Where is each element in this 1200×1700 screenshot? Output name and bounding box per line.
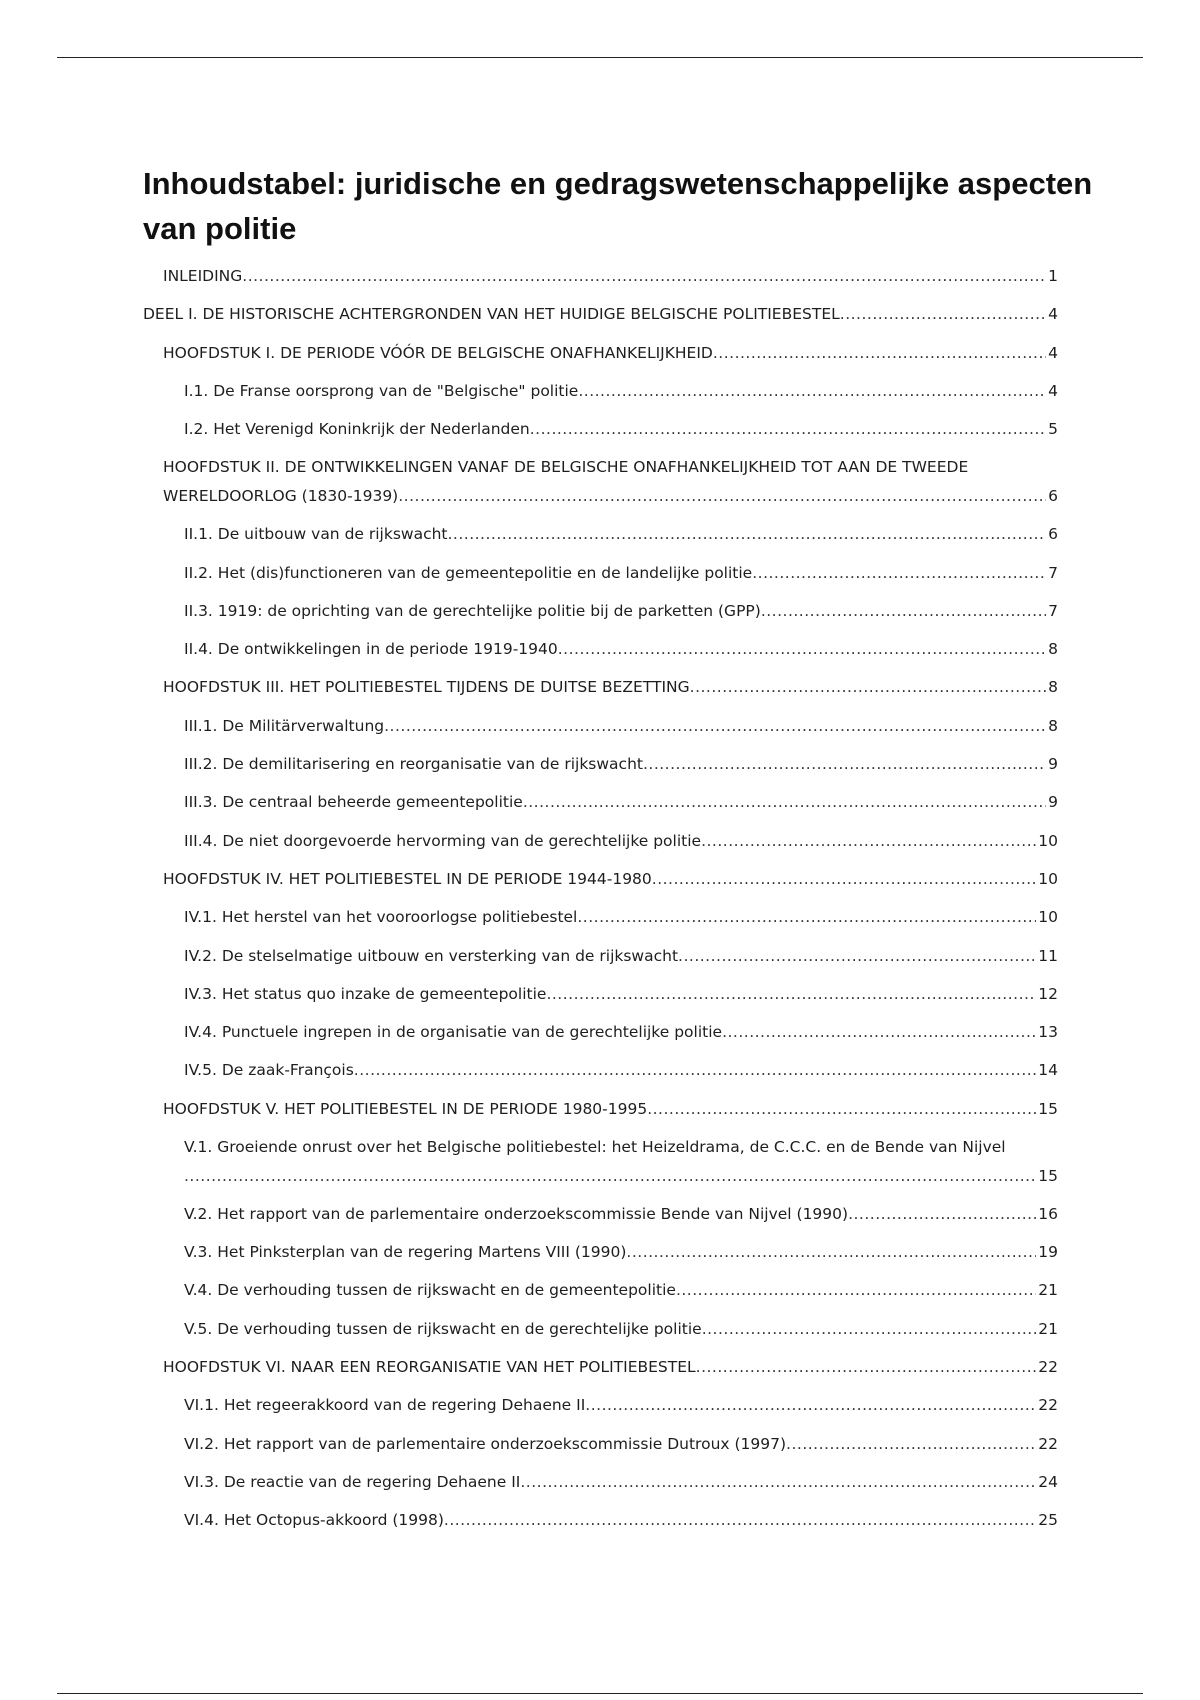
toc-entry[interactable] bbox=[184, 712, 1058, 741]
toc-page-number: 8 bbox=[1046, 673, 1058, 702]
toc-entry[interactable] bbox=[184, 1315, 1058, 1344]
toc-page-number: 19 bbox=[1036, 1238, 1058, 1267]
toc-page-number: 7 bbox=[1046, 559, 1058, 588]
toc-entry-text: III.4. De niet doorgevoerde hervorming van de gerechtelijke politie bbox=[184, 831, 702, 850]
toc-entry-text: II.1. De uitbouw van de rijkswacht bbox=[184, 525, 448, 544]
toc-entry-text: II.4. De ontwikkelingen in de periode 1919-1940 bbox=[184, 640, 558, 659]
toc-page-number: 10 bbox=[1036, 865, 1058, 894]
toc-entry[interactable] bbox=[184, 942, 1058, 971]
toc-entry[interactable] bbox=[163, 262, 1058, 291]
toc-entry[interactable] bbox=[184, 559, 1058, 588]
toc-page-number: 25 bbox=[1036, 1506, 1058, 1535]
footer-rule bbox=[57, 1693, 1143, 1694]
toc-entry[interactable] bbox=[184, 903, 1058, 932]
toc-page-number: 9 bbox=[1046, 788, 1058, 817]
page-title: Inhoudstabel: juridische en gedragswetenschappelijke aspecten van politie bbox=[143, 166, 1093, 246]
toc-entry-text: IV.4. Punctuele ingrepen in de organisatie van de gerechtelijke politie bbox=[184, 1023, 723, 1042]
toc-entry-text: HOOFDSTUK II. DE ONTWIKKELINGEN VANAF DE BELGISCHE ONAFHANKELIJKHEID TOT AAN DE TWEEDE bbox=[163, 458, 969, 477]
toc-page-number: 9 bbox=[1046, 750, 1058, 779]
toc-page-number: 16 bbox=[1036, 1200, 1058, 1229]
toc-entry-text-continued: WERELDOORLOG (1830-1939) bbox=[163, 486, 399, 505]
toc-entry-text: V.5. De verhouding tussen de rijkswacht en de gerechtelijke politie bbox=[184, 1319, 702, 1338]
toc-entry-text: V.3. Het Pinksterplan van de regering Martens VIII (1990) bbox=[184, 1243, 627, 1262]
toc-entry[interactable] bbox=[163, 1095, 1058, 1124]
toc-entry[interactable] bbox=[184, 750, 1058, 779]
toc-entry[interactable] bbox=[184, 1430, 1058, 1459]
toc-entry-text: I.1. De Franse oorsprong van de "Belgische" politie bbox=[184, 381, 579, 400]
toc-entry-text: INLEIDING bbox=[163, 267, 243, 285]
toc-page-number: 8 bbox=[1046, 635, 1058, 664]
toc-page-number: 6 bbox=[1046, 482, 1058, 511]
toc-page-number: 10 bbox=[1036, 827, 1058, 856]
toc-entry-text: DEEL I. DE HISTORISCHE ACHTERGRONDEN VAN HET HUIDIGE BELGISCHE POLITIEBESTEL bbox=[143, 305, 840, 324]
header-rule bbox=[57, 57, 1143, 58]
toc-entry-text: V.4. De verhouding tussen de rijkswacht en de gemeentepolitie bbox=[184, 1281, 676, 1300]
toc-entry[interactable] bbox=[163, 865, 1058, 894]
toc-entry[interactable] bbox=[184, 1133, 1058, 1190]
toc-page-number: 21 bbox=[1036, 1276, 1058, 1305]
toc-entry[interactable] bbox=[163, 1353, 1058, 1382]
toc-entry[interactable] bbox=[163, 339, 1058, 368]
toc-entry-text: IV.1. Het herstel van het vooroorlogse politiebestel bbox=[184, 908, 578, 927]
toc-entry-text: III.1. De Militärverwaltung bbox=[184, 716, 385, 735]
toc-page-number: 5 bbox=[1046, 415, 1058, 444]
toc-entry[interactable] bbox=[184, 827, 1058, 856]
toc-page-number: 4 bbox=[1046, 377, 1058, 406]
toc-entry-text: V.2. Het rapport van de parlementaire onderzoekscommissie Bende van Nijvel (1990) bbox=[184, 1204, 849, 1223]
toc-entry-text: I.2. Het Verenigd Koninkrijk der Nederlanden bbox=[184, 420, 530, 439]
toc-entry-text: V.1. Groeiende onrust over het Belgische politiebestel: het Heizeldrama, de C.C.C. en de Bende van Nijvel bbox=[184, 1138, 1006, 1157]
toc-page-number: 6 bbox=[1046, 520, 1058, 549]
toc-entry-text: VI.2. Het rapport van de parlementaire onderzoekscommissie Dutroux (1997) bbox=[184, 1434, 787, 1453]
toc-entry[interactable] bbox=[184, 597, 1058, 626]
toc-entry-text: IV.5. De zaak-François bbox=[184, 1061, 354, 1080]
toc-entry[interactable] bbox=[184, 635, 1058, 664]
toc-page-number: 12 bbox=[1036, 980, 1058, 1009]
toc-entry-text: IV.2. De stelselmatige uitbouw en versterking van de rijkswacht bbox=[184, 946, 679, 965]
toc-page-number: 11 bbox=[1036, 942, 1058, 971]
toc-entry[interactable] bbox=[163, 453, 1058, 510]
toc-entry-text: HOOFDSTUK IV. HET POLITIEBESTEL IN DE PERIODE 1944-1980 bbox=[163, 869, 652, 888]
toc-page-number: 8 bbox=[1046, 712, 1058, 741]
toc-entry[interactable] bbox=[184, 980, 1058, 1009]
toc-entry[interactable] bbox=[184, 1238, 1058, 1267]
toc-entry-text: HOOFDSTUK V. HET POLITIEBESTEL IN DE PERIODE 1980-1995 bbox=[163, 1099, 648, 1118]
toc-entry[interactable] bbox=[163, 673, 1058, 702]
toc-page-number: 22 bbox=[1036, 1430, 1058, 1459]
toc-page-number: 22 bbox=[1036, 1391, 1058, 1420]
toc-entry[interactable] bbox=[184, 520, 1058, 549]
toc-page-number: 13 bbox=[1036, 1018, 1058, 1047]
toc-entry-text: VI.3. De reactie van de regering Dehaene II bbox=[184, 1472, 521, 1491]
toc-entry-text: II.2. Het (dis)functioneren van de gemeentepolitie en de landelijke politie bbox=[184, 563, 753, 582]
toc-entry[interactable] bbox=[184, 1468, 1058, 1497]
toc-entry-text: II.3. 1919: de oprichting van de gerechtelijke politie bij de parketten (GPP) bbox=[184, 601, 761, 620]
toc-page-number: 15 bbox=[1036, 1162, 1058, 1191]
toc-entry[interactable] bbox=[184, 1200, 1058, 1229]
toc-entry[interactable] bbox=[184, 415, 1058, 444]
toc-entry[interactable] bbox=[143, 300, 1058, 329]
toc-entry[interactable] bbox=[184, 1056, 1058, 1085]
toc-page-number: 15 bbox=[1036, 1095, 1058, 1124]
toc-entry[interactable] bbox=[184, 1018, 1058, 1047]
toc-entry-text: VI.4. Het Octopus-akkoord (1998) bbox=[184, 1511, 444, 1530]
toc-page-number: 4 bbox=[1046, 339, 1058, 368]
toc-entry-text: III.2. De demilitarisering en reorganisatie van de rijkswacht bbox=[184, 755, 643, 774]
toc-entry-text: HOOFDSTUK III. HET POLITIEBESTEL TIJDENS DE DUITSE BEZETTING bbox=[163, 678, 690, 697]
toc-entry[interactable] bbox=[184, 377, 1058, 406]
toc-entry[interactable] bbox=[184, 1506, 1058, 1535]
toc-page-number: 24 bbox=[1036, 1468, 1058, 1497]
toc-entry-text: IV.3. Het status quo inzake de gemeentepolitie bbox=[184, 984, 547, 1003]
toc-entry[interactable] bbox=[184, 788, 1058, 817]
toc-entry[interactable] bbox=[184, 1276, 1058, 1305]
table-of-contents bbox=[143, 262, 1058, 1545]
toc-entry[interactable] bbox=[184, 1391, 1058, 1420]
toc-page-number: 7 bbox=[1046, 597, 1058, 626]
toc-page-number: 22 bbox=[1036, 1353, 1058, 1382]
toc-page-number: 4 bbox=[1046, 300, 1058, 329]
toc-entry-text: HOOFDSTUK I. DE PERIODE VÓÓR DE BELGISCHE ONAFHANKELIJKHEID bbox=[163, 343, 713, 362]
toc-page-number: 1 bbox=[1046, 262, 1058, 291]
toc-entry-text: III.3. De centraal beheerde gemeentepolitie bbox=[184, 793, 523, 812]
toc-entry-text: HOOFDSTUK VI. NAAR EEN REORGANISATIE VAN HET POLITIEBESTEL bbox=[163, 1358, 696, 1377]
toc-page-number: 10 bbox=[1036, 903, 1058, 932]
toc-entry-text: VI.1. Het regeerakkoord van de regering Dehaene II bbox=[184, 1396, 586, 1415]
toc-page-number: 21 bbox=[1036, 1315, 1058, 1344]
toc-page-number: 14 bbox=[1036, 1056, 1058, 1085]
